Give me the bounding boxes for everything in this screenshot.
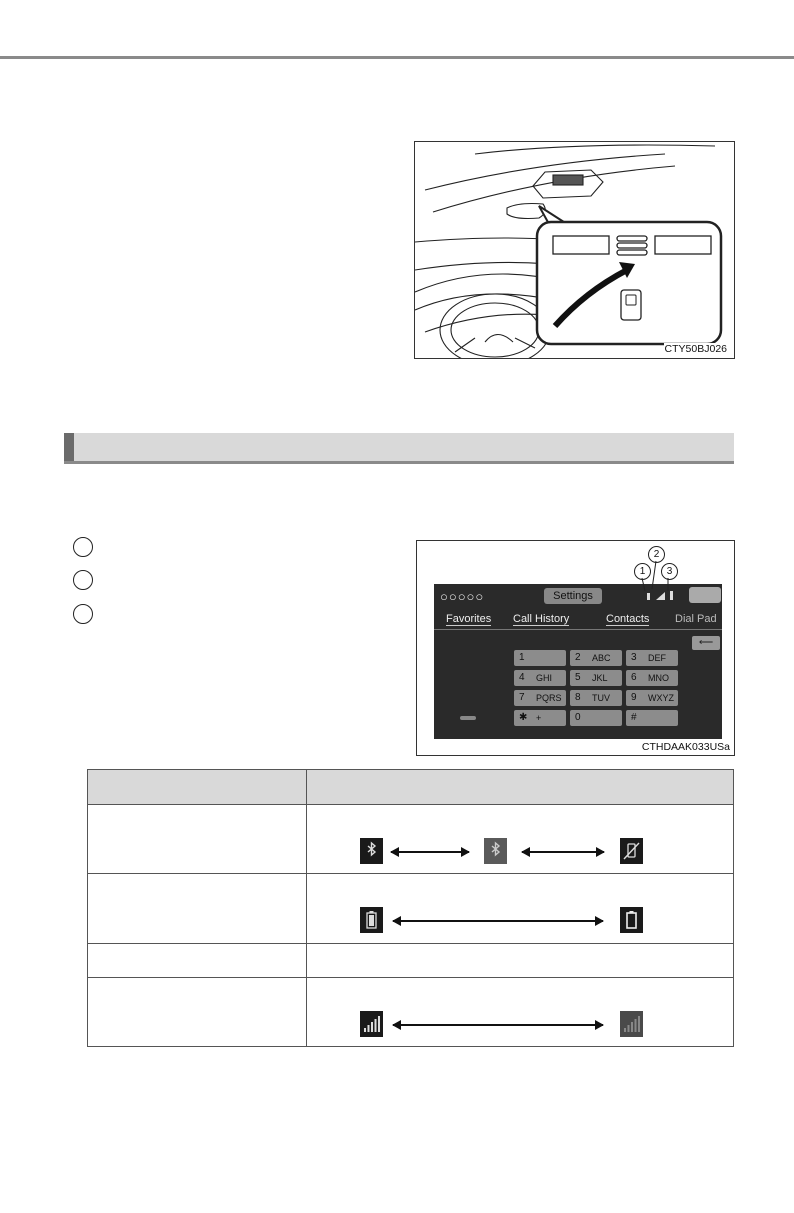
bluetooth-arrow-1 <box>391 851 469 853</box>
row-bluetooth-icons <box>307 805 734 874</box>
status-indicator-table <box>87 769 734 1047</box>
keypad-key-letters: MNO <box>648 673 669 683</box>
table-header-indicator <box>88 770 307 805</box>
callout-circle-3 <box>73 604 93 624</box>
keypad-key-digit: ✱ <box>519 712 528 723</box>
keypad-key-letters: DEF <box>648 653 666 663</box>
signal-arrow <box>393 1024 603 1026</box>
callout-circle-1 <box>73 537 93 557</box>
tab-underline <box>434 629 722 630</box>
tab-contacts[interactable]: Contacts <box>606 613 650 625</box>
callout-circle-2 <box>73 570 93 590</box>
keypad-key-digit: 2 <box>575 652 581 663</box>
tab-row <box>434 612 722 628</box>
keypad-key[interactable] <box>514 670 566 686</box>
keypad-key[interactable] <box>514 650 566 666</box>
call-handset-icon[interactable] <box>460 716 476 720</box>
keypad-key-letters: PQRS <box>536 693 562 703</box>
row-battery-icons <box>307 874 734 944</box>
row-signal-label <box>88 978 307 1047</box>
keypad-key-digit: 3 <box>631 652 637 663</box>
overhead-console-illustration <box>415 142 734 358</box>
figure-code: CTHDAAK033USa <box>641 741 730 753</box>
keypad-key[interactable] <box>570 670 622 686</box>
tab-favorites[interactable]: Favorites <box>446 613 492 625</box>
top-rule <box>0 56 794 59</box>
keypad-key[interactable] <box>626 650 678 666</box>
battery-empty-icon <box>620 907 643 933</box>
row-roaming-conditions <box>307 944 734 978</box>
keypad-key[interactable] <box>570 690 622 706</box>
battery-full-icon <box>360 907 383 933</box>
row-roaming-label <box>88 944 307 978</box>
keypad-key-digit: 0 <box>575 712 581 723</box>
tab-dial-pad[interactable]: Dial Pad <box>675 613 717 625</box>
bluetooth-poor-icon <box>484 838 507 864</box>
keypad-key-letters: TUV <box>592 693 610 703</box>
keypad-key[interactable] <box>514 710 566 726</box>
bluetooth-connected-icon <box>360 838 383 864</box>
table-header-conditions <box>307 770 734 805</box>
callout-leader-lines <box>417 541 734 601</box>
keypad-key[interactable] <box>626 710 678 726</box>
keypad-key[interactable] <box>626 690 678 706</box>
keypad-key-letters: ABC <box>592 653 611 663</box>
keypad-key-digit: 8 <box>575 692 581 703</box>
tab-call-history[interactable]: Call History <box>513 613 570 625</box>
row-battery-label <box>88 874 307 944</box>
figure-phone-screen <box>416 540 735 756</box>
keypad-key-digit: 5 <box>575 672 581 683</box>
keypad-key[interactable] <box>514 690 566 706</box>
backspace-button[interactable]: ⟵ <box>692 636 720 650</box>
callout-3-label: 3 <box>666 566 673 577</box>
keypad-key[interactable] <box>626 670 678 686</box>
phone-screen <box>434 584 722 739</box>
keypad-key-digit: # <box>631 712 637 723</box>
bluetooth-arrow-2 <box>522 851 604 853</box>
callout-2-label: 2 <box>653 549 660 560</box>
row-bluetooth-label <box>88 805 307 874</box>
keypad-key-digit: 9 <box>631 692 637 703</box>
keypad-key-letters: WXYZ <box>648 693 674 703</box>
keypad-key-letters: GHI <box>536 673 553 683</box>
keypad-key-digit: 4 <box>519 672 525 683</box>
figure-code: CTY50BJ026 <box>664 343 727 355</box>
section-marker <box>64 433 74 461</box>
phone-not-connected-icon <box>620 838 643 864</box>
keypad-key-digit: 6 <box>631 672 637 683</box>
keypad-key-letters: + <box>536 713 542 723</box>
figure-overhead-microphone <box>414 141 735 359</box>
keypad-key[interactable] <box>570 710 622 726</box>
keypad-key[interactable] <box>570 650 622 666</box>
keypad-key-digit: 7 <box>519 692 525 703</box>
station-dots: ○○○○○ <box>440 589 485 604</box>
signal-excellent-icon <box>360 1011 383 1037</box>
dial-keypad <box>514 650 674 738</box>
keypad-key-digit: 1 <box>519 652 525 663</box>
battery-arrow <box>393 920 603 922</box>
keypad-key-letters: JKL <box>592 673 608 683</box>
signal-poor-icon <box>620 1011 643 1037</box>
section-header <box>64 433 734 464</box>
settings-button-label: Settings <box>553 590 593 602</box>
callout-1-label: 1 <box>639 566 646 577</box>
row-signal-icons <box>307 978 734 1047</box>
